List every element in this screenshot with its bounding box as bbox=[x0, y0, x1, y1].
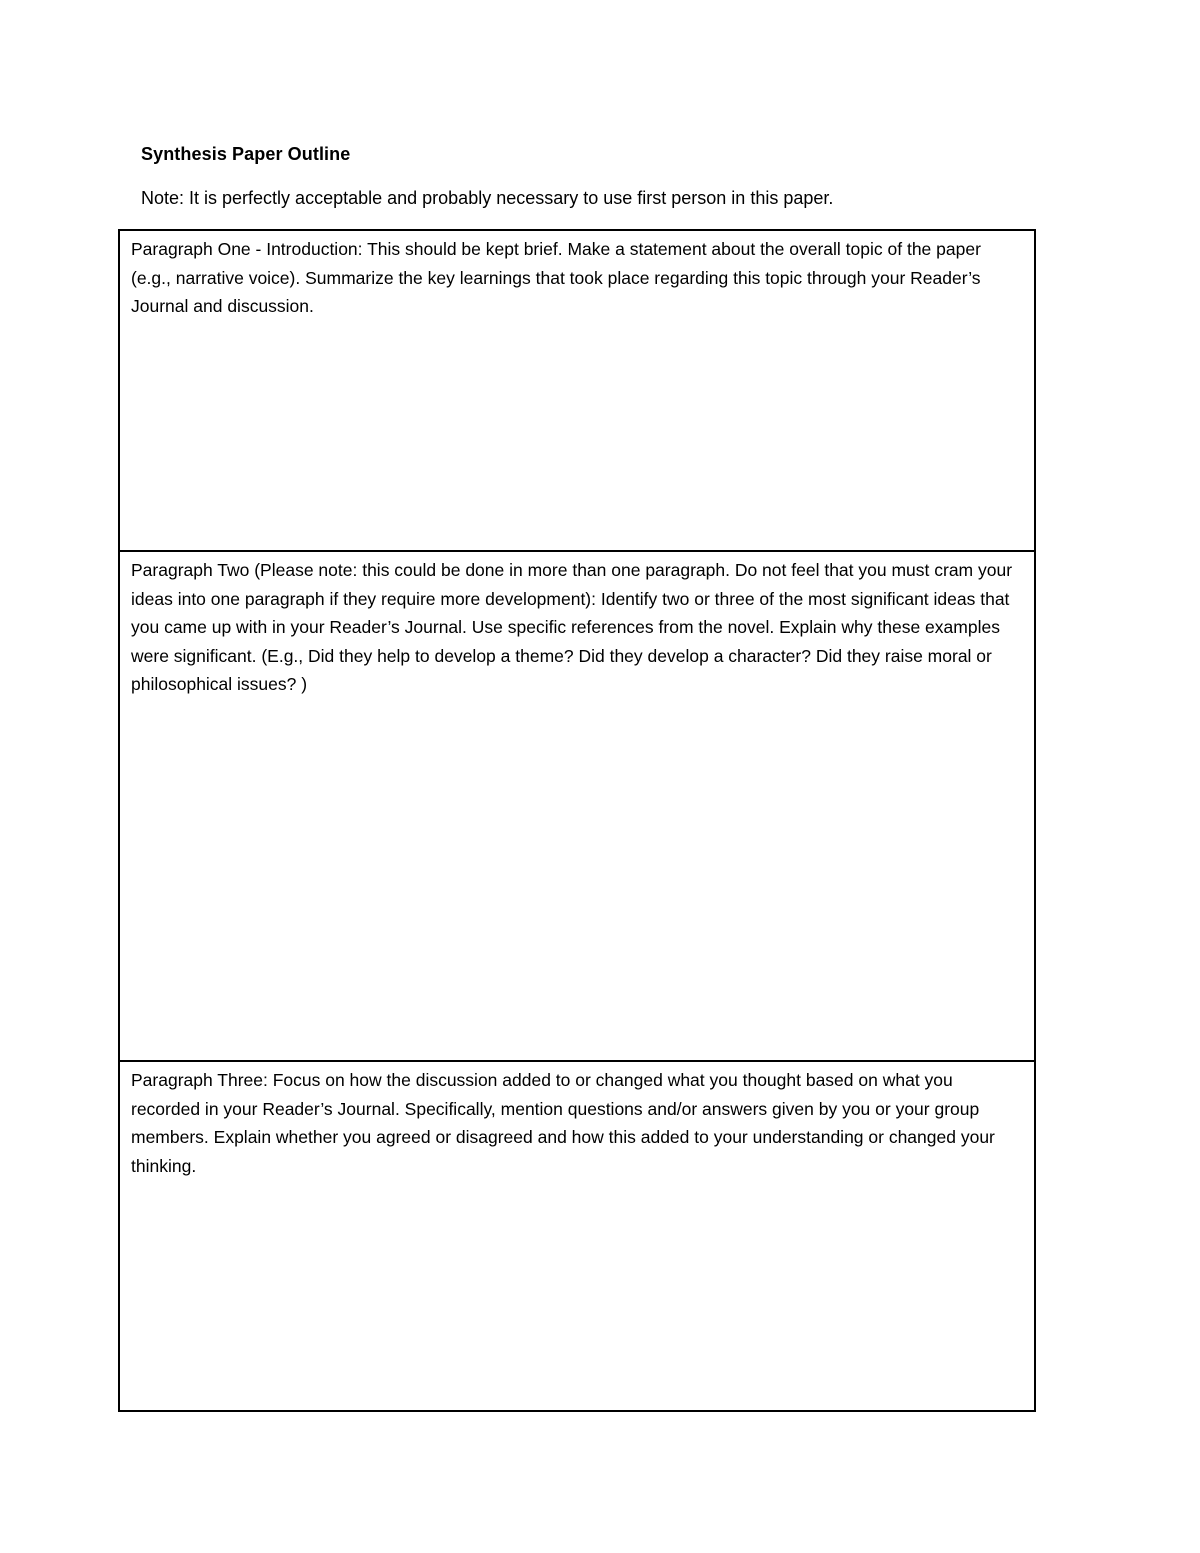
table-row bbox=[119, 1061, 1035, 1411]
paragraph-three-cell: Paragraph Three: Focus on how the discussion added to or changed what you thought based on what you recorded in your Reader’s Journal. Specifically, mention questions and/or answers given by you or your group members. Explain whether you agreed or disagreed and how this added to your understanding or changed your thinking. bbox=[119, 1061, 1035, 1411]
table-row bbox=[119, 551, 1035, 1061]
paragraph-two-cell: Paragraph Two (Please note: this could be done in more than one paragraph. Do not feel that you must cram your ideas into one paragraph if they require more development): Identify two or three of the most significant ideas that you came up with in your Reader’s Journal. Use specific references from the novel. Explain why these examples were significant. (E.g., Did they help to develop a theme? Did they develop a character? Did they raise moral or philosophical issues? ) bbox=[119, 551, 1035, 1061]
outline-table bbox=[118, 229, 1036, 1412]
paragraph-one-cell: Paragraph One - Introduction: This should be kept brief. Make a statement about the overall topic of the paper (e.g., narrative voice). Summarize the key learnings that took place regarding this topic through your Reader’s Journal and discussion. bbox=[119, 230, 1035, 551]
page-note: Note: It is perfectly acceptable and probably necessary to use first person in this paper. bbox=[141, 188, 834, 208]
table-row bbox=[119, 230, 1035, 551]
page-title: Synthesis Paper Outline bbox=[141, 144, 351, 164]
